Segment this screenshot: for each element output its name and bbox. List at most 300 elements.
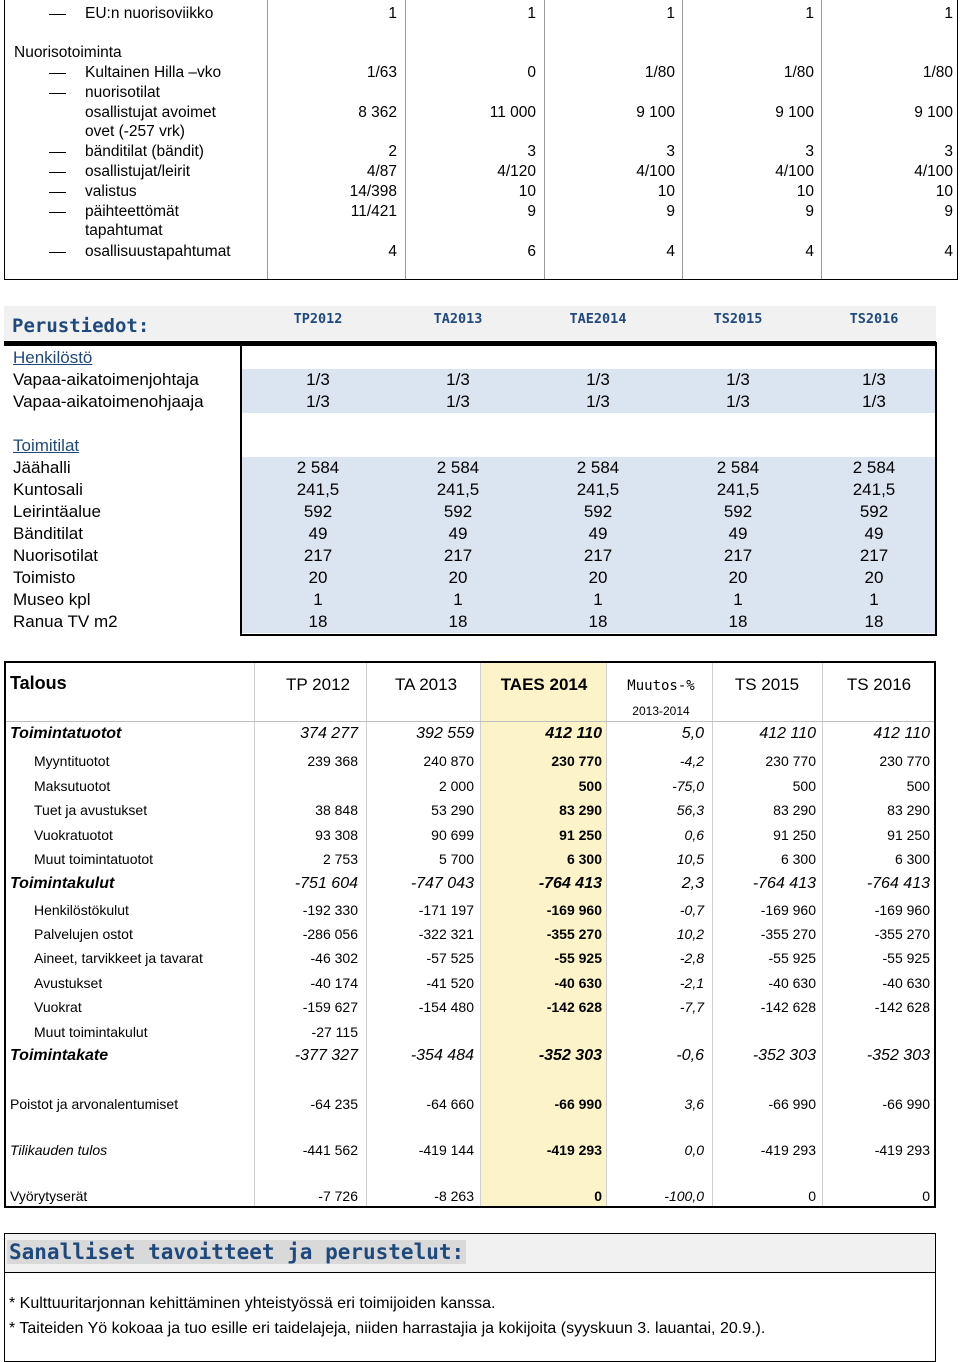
column-header: Muutos-% (627, 678, 695, 694)
table-row (6, 1024, 934, 1044)
column-header: TS 2015 (734, 675, 800, 694)
cell-value: 374 277 (300, 725, 358, 742)
cell-value: 18 (588, 612, 608, 631)
cell-value: 2 584 (852, 458, 896, 477)
cell-value: 83 290 (887, 802, 930, 818)
table-row (4, 347, 936, 369)
row-label: Ranua TV m2 (13, 612, 118, 631)
row-divider (6, 721, 934, 722)
cell-value: -764 413 (538, 875, 602, 892)
dash-bullet-icon (49, 14, 66, 15)
cell-value: 1/3 (446, 392, 470, 411)
cell-value: -286 056 (302, 926, 358, 942)
cell-value: 0,6 (684, 827, 704, 843)
row-label: Bänditilat (13, 524, 83, 543)
cell-value: 83 290 (559, 802, 602, 818)
row-label: Toimintakulut (10, 875, 115, 892)
table-row (6, 851, 934, 871)
goal-item: * Taiteiden Yö kokoaa ja tuo esille eri taidelajeja, niiden harrastajia ja kokijoita (syyskuun 3. lauantai, 20.9.). (9, 1320, 766, 1337)
muutos-subheader: 2013-2014 (632, 704, 690, 718)
table-row (6, 1047, 934, 1067)
group-heading: Toimitilat (13, 436, 80, 455)
cell-value: 592 (859, 502, 889, 521)
cell-value: -377 327 (294, 1047, 358, 1064)
cell-value: -55 925 (882, 950, 930, 966)
cell-value: 217 (723, 546, 753, 565)
cell-value: 217 (859, 546, 889, 565)
row-label: bänditilat (bändit) (85, 143, 204, 160)
cell-value: -419 144 (418, 1142, 474, 1158)
row-label: osallistujat/leirit (85, 163, 191, 180)
table-row (5, 123, 957, 141)
cell-value: 4/100 (775, 163, 814, 180)
table-row (5, 5, 957, 23)
talous-header (6, 663, 934, 721)
row-label: EU:n nuorisoviikko (85, 5, 214, 22)
cell-value: -7 726 (318, 1188, 358, 1204)
cell-value: 592 (443, 502, 473, 521)
table-border (935, 342, 937, 636)
cell-value: 20 (448, 568, 468, 587)
cell-value: -7,7 (679, 999, 704, 1015)
table-border (240, 634, 936, 636)
cell-value: 53 290 (431, 802, 474, 818)
table-row (4, 413, 936, 435)
cell-value: 10 (935, 183, 953, 200)
perustiedot-header (4, 306, 936, 340)
cell-value: 3,6 (684, 1096, 704, 1112)
cell-value: 6 300 (894, 851, 930, 867)
cell-value: -355 270 (760, 926, 816, 942)
cell-value: 6 (527, 243, 536, 260)
table-row (5, 143, 957, 161)
cell-value: 500 (792, 778, 816, 794)
cell-value: -764 413 (752, 875, 816, 892)
row-label: päihteettömät (85, 203, 179, 220)
dash-bullet-icon (49, 152, 66, 153)
cell-value: -747 043 (410, 875, 474, 892)
cell-value: 9 100 (775, 104, 814, 121)
cell-value: -40 630 (882, 975, 930, 991)
row-label: Toimisto (13, 568, 76, 587)
cell-value: 412 110 (873, 725, 930, 742)
cell-value: -55 925 (554, 950, 602, 966)
table-row (5, 84, 957, 102)
dash-bullet-icon (49, 172, 66, 173)
cell-value: 9 100 (914, 104, 953, 121)
cell-value: -142 628 (546, 999, 602, 1015)
table-row (5, 222, 957, 240)
cell-value: 1 (733, 590, 743, 609)
cell-value: 217 (303, 546, 333, 565)
cell-value: 2 584 (296, 458, 340, 477)
cell-value: 18 (864, 612, 884, 631)
row-label: osallisuustapahtumat (85, 243, 231, 260)
group-heading: Henkilöstö (13, 348, 93, 367)
cell-value: 1/3 (586, 392, 610, 411)
cell-value: -169 960 (546, 902, 602, 918)
cell-value: -764 413 (866, 875, 930, 892)
dash-bullet-icon (49, 252, 66, 253)
cell-value: -169 960 (760, 902, 816, 918)
cell-value: -419 293 (874, 1142, 930, 1158)
cell-value: 592 (303, 502, 333, 521)
cell-value: -4,2 (679, 753, 704, 769)
table-row (6, 802, 934, 822)
cell-value: 1/80 (922, 64, 953, 81)
cell-value: -100,0 (664, 1188, 704, 1204)
table-row (4, 501, 936, 523)
cell-value: -0,6 (676, 1047, 704, 1064)
cell-value: 20 (588, 568, 608, 587)
row-label: osallistujat avoimet (85, 104, 216, 121)
cell-value: 392 559 (416, 725, 474, 742)
column-divider (254, 663, 255, 1206)
table-row (6, 926, 934, 946)
talous-table (4, 661, 936, 1208)
cell-value: 1 (388, 5, 397, 22)
cell-value: 1/3 (306, 370, 330, 389)
cell-value: -142 628 (874, 999, 930, 1015)
cell-value: 2 (388, 143, 397, 160)
cell-value: 91 250 (773, 827, 816, 843)
cell-value: 1/3 (726, 370, 750, 389)
row-label: Museo kpl (13, 590, 91, 609)
cell-value: 3 (805, 143, 814, 160)
cell-value: 6 300 (780, 851, 816, 867)
dash-bullet-icon (49, 212, 66, 213)
cell-value: 1/63 (366, 64, 397, 81)
cell-value: 4 (944, 243, 953, 260)
cell-value: -46 302 (310, 950, 358, 966)
column-header: TA2013 (433, 311, 483, 327)
cell-value: -419 293 (546, 1142, 602, 1158)
cell-value: 241,5 (852, 480, 896, 499)
row-label: Tuet ja avustukset (34, 802, 148, 818)
cell-value: 3 (944, 143, 953, 160)
table-row (6, 950, 934, 970)
cell-value: 1/3 (586, 370, 610, 389)
cell-value: 10 (518, 183, 536, 200)
cell-value: -352 303 (866, 1047, 930, 1064)
cell-value: 1/3 (862, 370, 886, 389)
row-label: nuorisotilat (85, 84, 160, 101)
cell-value: 9 (666, 203, 675, 220)
row-label: Leirintäalue (13, 502, 101, 521)
table-row (4, 435, 936, 457)
table-row (4, 479, 936, 501)
cell-value: 1/3 (446, 370, 470, 389)
row-label: Tilikauden tulos (10, 1142, 108, 1158)
column-header: TS2015 (713, 311, 763, 327)
cell-value: -142 628 (760, 999, 816, 1015)
column-header: TP2012 (293, 311, 343, 327)
cell-value: 4 (666, 243, 675, 260)
cell-value: 5,0 (681, 725, 704, 742)
cell-value: 2 584 (716, 458, 760, 477)
cell-value: 3 (666, 143, 675, 160)
perustiedot-title: Perustiedot: (12, 315, 150, 337)
row-label: Palvelujen ostot (34, 926, 133, 942)
cell-value: 1/80 (783, 64, 814, 81)
table-row (5, 44, 957, 62)
table-row (6, 778, 934, 798)
cell-value: 0,0 (684, 1142, 704, 1158)
column-divider (712, 663, 713, 1206)
cell-value: -352 303 (752, 1047, 816, 1064)
row-label: Vyörytyserät (10, 1188, 88, 1204)
cell-value: -0,7 (679, 902, 704, 918)
talous-title: Talous (10, 673, 67, 693)
dash-bullet-icon (49, 192, 66, 193)
table-row (5, 104, 957, 122)
cell-value: -75,0 (672, 778, 704, 794)
column-header: TS2016 (849, 311, 899, 327)
cell-value: 1 (666, 5, 675, 22)
cell-value: 18 (448, 612, 468, 631)
row-label: Muut toimintakulut (34, 1024, 148, 1040)
row-label: Muut toimintatuotot (34, 851, 154, 867)
row-label: Poistot ja arvonalentumiset (10, 1096, 179, 1112)
table-row (6, 902, 934, 922)
cell-value: 91 250 (887, 827, 930, 843)
goal-item: * Kulttuuritarjonnan kehittäminen yhteistyössä eri toimijoiden kanssa. (9, 1295, 496, 1312)
goals-header (5, 1234, 935, 1273)
table-border (240, 342, 242, 636)
table-row (4, 567, 936, 589)
cell-value: -40 174 (310, 975, 358, 991)
cell-value: 10,5 (676, 851, 704, 867)
table-row (5, 243, 957, 261)
cell-value: 0 (527, 64, 536, 81)
cell-value: -751 604 (294, 875, 358, 892)
row-label: Vapaa-aikatoimenjohtaja (13, 370, 199, 389)
cell-value: -66 990 (554, 1096, 602, 1112)
cell-value: -192 330 (302, 902, 358, 918)
table-row (5, 163, 957, 181)
cell-value: -159 627 (302, 999, 358, 1015)
cell-value: 500 (578, 778, 602, 794)
cell-value: -171 197 (418, 902, 474, 918)
cell-value: 241,5 (576, 480, 620, 499)
row-label: Avustukset (34, 975, 103, 991)
column-header: TA 2013 (394, 675, 458, 694)
row-label: ovet (-257 vrk) (85, 123, 185, 140)
cell-value: 592 (583, 502, 613, 521)
cell-value: 4 (805, 243, 814, 260)
row-label: Myyntituotot (34, 753, 110, 769)
cell-value: -441 562 (302, 1142, 358, 1158)
table-row (4, 589, 936, 611)
table-row (4, 391, 936, 413)
cell-value: 9 (944, 203, 953, 220)
cell-value: 0 (594, 1188, 602, 1204)
cell-value: 20 (864, 568, 884, 587)
row-label: Toimintakate (10, 1047, 109, 1064)
cell-value: 6 300 (566, 851, 602, 867)
cell-value: 4 (388, 243, 397, 260)
cell-value: 9 (527, 203, 536, 220)
cell-value: 18 (728, 612, 748, 631)
cell-value: 241,5 (296, 480, 340, 499)
cell-value: 1/3 (862, 392, 886, 411)
table-row (4, 369, 936, 391)
cell-value: 241,5 (436, 480, 480, 499)
table-row (4, 545, 936, 567)
cell-value: 9 100 (636, 104, 675, 121)
table-row (6, 875, 934, 895)
cell-value: 10 (657, 183, 675, 200)
goals-title: Sanalliset tavoitteet ja perustelut: (9, 1240, 465, 1264)
cell-value: 412 110 (759, 725, 816, 742)
cell-value: -40 630 (554, 975, 602, 991)
cell-value: -66 990 (768, 1096, 816, 1112)
cell-value: 91 250 (559, 827, 602, 843)
cell-value: -355 270 (546, 926, 602, 942)
goals-section (4, 1233, 936, 1362)
cell-value: -8 263 (434, 1188, 474, 1204)
row-label: Kultainen Hilla –vko (85, 64, 222, 81)
cell-value: 1 (805, 5, 814, 22)
cell-value: 11/421 (350, 203, 397, 220)
table-row (4, 611, 936, 633)
cell-value: 592 (723, 502, 753, 521)
row-label: Maksutuotot (34, 778, 111, 794)
cell-value: 0 (808, 1188, 816, 1204)
column-header: TP 2012 (286, 675, 350, 694)
row-label: Nuorisotoiminta (14, 44, 122, 61)
cell-value: -57 525 (426, 950, 474, 966)
cell-value: 1 (593, 590, 603, 609)
cell-value: 1 (869, 590, 879, 609)
column-header: TAE2014 (569, 311, 627, 327)
cell-value: 4/120 (497, 163, 536, 180)
cell-value: 11 000 (489, 104, 536, 121)
cell-value: 1 (527, 5, 536, 22)
row-label: Kuntosali (13, 480, 83, 499)
cell-value: 1/80 (644, 64, 675, 81)
cell-value: 1 (313, 590, 323, 609)
cell-value: 412 110 (545, 725, 602, 742)
cell-value: 0 (922, 1188, 930, 1204)
column-divider (822, 663, 823, 1206)
cell-value: -66 990 (882, 1096, 930, 1112)
cell-value: 10,2 (676, 926, 704, 942)
cell-value: 4/100 (914, 163, 953, 180)
row-label: Henkilöstökulut (34, 902, 129, 918)
table-row (6, 975, 934, 995)
row-label: Aineet, tarvikkeet ja tavarat (34, 950, 203, 966)
cell-value: 500 (906, 778, 930, 794)
table-row (6, 1188, 934, 1208)
table-row (5, 64, 957, 82)
cell-value: -419 293 (760, 1142, 816, 1158)
row-label: Jäähalli (13, 458, 71, 477)
cell-value: 93 308 (315, 827, 358, 843)
cell-value: -55 925 (768, 950, 816, 966)
dash-bullet-icon (49, 93, 66, 94)
cell-value: -355 270 (874, 926, 930, 942)
table-row (6, 1142, 934, 1162)
cell-value: -352 303 (538, 1047, 602, 1064)
cell-value: 49 (448, 524, 468, 543)
table-row (6, 725, 934, 745)
cell-value: 83 290 (773, 802, 816, 818)
cell-value: 2,3 (681, 875, 704, 892)
row-label: Vuokratuotot (34, 827, 113, 843)
cell-value: 90 699 (431, 827, 474, 843)
cell-value: -40 630 (768, 975, 816, 991)
row-label: Nuorisotilat (13, 546, 99, 565)
cell-value: 2 000 (438, 778, 474, 794)
cell-value: 49 (728, 524, 748, 543)
cell-value: -64 235 (310, 1096, 358, 1112)
cell-value: 5 700 (438, 851, 474, 867)
cell-value: 239 368 (307, 753, 358, 769)
row-label: tapahtumat (85, 222, 163, 239)
cell-value: 18 (308, 612, 328, 631)
cell-value: 4/100 (636, 163, 675, 180)
cell-value: 49 (308, 524, 328, 543)
cell-value: 8 362 (358, 104, 397, 121)
table-row (4, 523, 936, 545)
table-row (6, 827, 934, 847)
cell-value: -169 960 (874, 902, 930, 918)
cell-value: -2,1 (679, 975, 704, 991)
cell-value: 2 753 (322, 851, 358, 867)
table-row (5, 183, 957, 201)
cell-value: 14/398 (349, 183, 397, 200)
cell-value: 240 870 (423, 753, 474, 769)
column-divider (480, 663, 481, 1206)
cell-value: 2 584 (576, 458, 620, 477)
cell-value: 1/3 (306, 392, 330, 411)
row-label: valistus (85, 183, 137, 200)
cell-value: 9 (805, 203, 814, 220)
cell-value: 230 770 (551, 753, 602, 769)
cell-value: -154 480 (418, 999, 474, 1015)
cell-value: 230 770 (765, 753, 816, 769)
dash-bullet-icon (49, 73, 66, 74)
column-divider (606, 663, 607, 1206)
cell-value: 3 (527, 143, 536, 160)
cell-value: 49 (864, 524, 884, 543)
table-row (6, 753, 934, 773)
cell-value: -27 115 (311, 1024, 358, 1040)
cell-value: 10 (796, 183, 814, 200)
header-divider (4, 341, 936, 346)
column-header: TS 2016 (846, 675, 912, 694)
cell-value: 217 (583, 546, 613, 565)
cell-value: 1/3 (726, 392, 750, 411)
cell-value: 49 (588, 524, 608, 543)
cell-value: -354 484 (410, 1047, 474, 1064)
cell-value: 56,3 (676, 802, 704, 818)
perustiedot-table (4, 306, 936, 636)
cell-value: 1 (453, 590, 463, 609)
cell-value: 2 584 (436, 458, 480, 477)
cell-value: 20 (308, 568, 328, 587)
row-label: Toimintatuotot (10, 725, 122, 742)
column-header: TAES 2014 (500, 675, 588, 694)
cell-value: 230 770 (879, 753, 930, 769)
cell-value: 1 (944, 5, 953, 22)
cell-value: -322 321 (418, 926, 474, 942)
row-label: Vapaa-aikatoimenohjaaja (13, 392, 204, 411)
cell-value: -2,8 (679, 950, 704, 966)
row-label: Vuokrat (34, 999, 82, 1015)
cell-value: 38 848 (315, 802, 358, 818)
